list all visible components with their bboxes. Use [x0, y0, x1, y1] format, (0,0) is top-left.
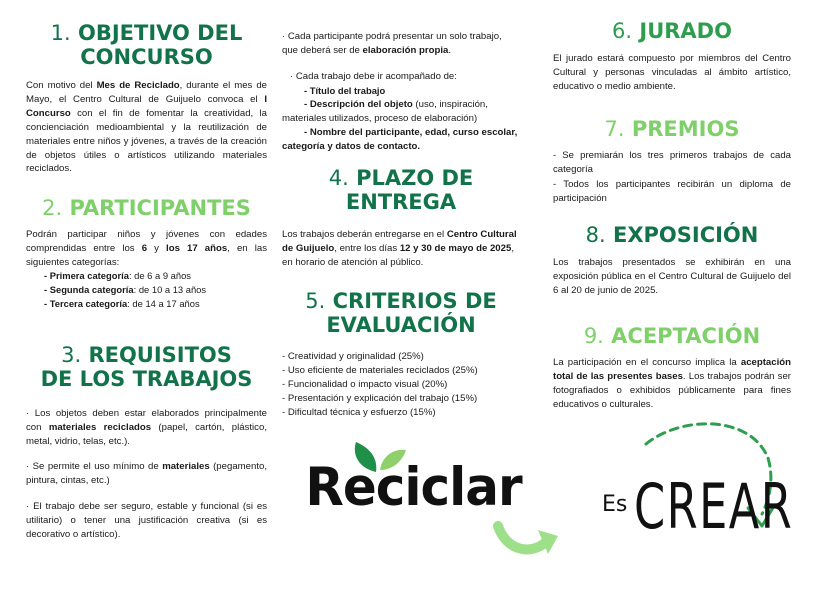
- premios-line-1: - Se premiarán los tres primeros trabajos de cada categoría: [553, 150, 791, 175]
- requisito-item-nombre: - Nombre del participante, edad, curso escolar, categoría y datos de contacto.: [282, 127, 518, 152]
- plazo-text: Los trabajos deberán entregarse en el Centro Cultural de Guijuelo, entre los días 12 y 30 de mayo de 2025, en horario de atención al público.: [282, 229, 517, 268]
- jurado-text: El jurado estará compuesto por miembros del Centro Cultural y personas vinculadas al ámbito artístico, educativo o medio ambiente.: [553, 53, 791, 92]
- heading-premios: 7. PREMIOS: [604, 117, 740, 141]
- heading-requisitos: 3. REQUISITOS DE LOS TRABAJOS: [40, 343, 253, 391]
- categoria-3: - Tercera categoría: de 14 a 17 años: [44, 298, 200, 309]
- participantes-text: Podrán participar niños y jóvenes con edades comprendidas entre los 6 y los 17 años, en las siguientes categorías:: [26, 229, 267, 268]
- reciclar-wordmark: Reciclar: [305, 456, 522, 518]
- exposicion-text: Los trabajos presentados se exhibirán en una exposición pública en el Centro Cultural de Guijuelo del 6 al 20 de junio de 2025.: [553, 257, 791, 296]
- heading-criterios: 5. CRITERIOS DE EVALUACIÓN: [305, 289, 497, 337]
- requisito-item-descripcion: - Descripción del objeto (uso, inspiración, materiales utilizados, proceso de elaboración): [282, 99, 488, 124]
- objetivo-text: Con motivo del Mes de Reciclado, durante el mes de Mayo, el Centro Cultural de Guijuelo convoca el I Concurso con el fin de fomentar la creatividad, la concienciación medioambiental y la reutilización de materiales entre niños y jóvenes, a través de la creación de objetos útiles o artísticos utilizando materiales reciclados.: [26, 80, 267, 175]
- heading-exposicion: 8. EXPOSICIÓN: [585, 223, 759, 247]
- requisito-item-titulo: - Título del trabajo: [304, 85, 386, 96]
- heading-jurado: 6. JURADO: [612, 19, 732, 43]
- heading-objetivo: 1. OBJETIVO DEL CONCURSO: [50, 21, 243, 69]
- requisitos-p5: · Cada trabajo debe ir acompañado de:: [290, 71, 457, 82]
- heading-aceptacion: 9. ACEPTACIÓN: [583, 324, 761, 348]
- requisitos-p2: · Se permite el uso mínimo de materiales (pegamento, pintura, cintas, etc.): [26, 461, 267, 486]
- categoria-1: - Primera categoría: de 6 a 9 años: [44, 270, 191, 281]
- premios-line-2: - Todos los participantes recibirán un diploma de participación: [553, 179, 791, 204]
- crear-text: CREAR: [634, 470, 794, 543]
- es-text: Es: [602, 492, 628, 517]
- aceptacion-text: La participación en el concurso implica la aceptación total de las presentes bases. Los trabajos podrán ser fotografiados o exhibidos públicamente para fines educativos o culturales.: [553, 357, 791, 410]
- curved-arrow-icon: [492, 512, 564, 562]
- requisitos-p3: · El trabajo debe ser seguro, estable y funcional (si es utilitario) o tener una justificación creativa (si es decorativo o artístico).: [26, 501, 267, 540]
- criterios-list: [282, 350, 520, 420]
- categoria-2: - Segunda categoría: de 10 a 13 años: [44, 284, 207, 295]
- criterio-item: - Uso eficiente de materiales reciclados (25%): [282, 364, 478, 376]
- criterio-item: - Creatividad y originalidad (25%): [282, 351, 424, 362]
- requisitos-p1: · Los objetos deben estar elaborados principalmente con materiales reciclados (papel, cartón, plástico, metal, vidrio, telas, etc.).: [26, 408, 267, 447]
- criterio-item: - Presentación y explicación del trabajo (15%): [282, 392, 478, 404]
- heading-participantes: 2. PARTICIPANTES: [42, 196, 251, 220]
- heading-plazo: 4. PLAZO DE ENTREGA: [328, 166, 474, 214]
- criterio-item: - Funcionalidad o impacto visual (20%): [282, 378, 448, 390]
- criterio-item: - Dificultad técnica y esfuerzo (15%): [282, 406, 436, 418]
- requisitos-p4: · Cada participante podrá presentar un solo trabajo, que deberá ser de elaboración propia.: [282, 31, 502, 56]
